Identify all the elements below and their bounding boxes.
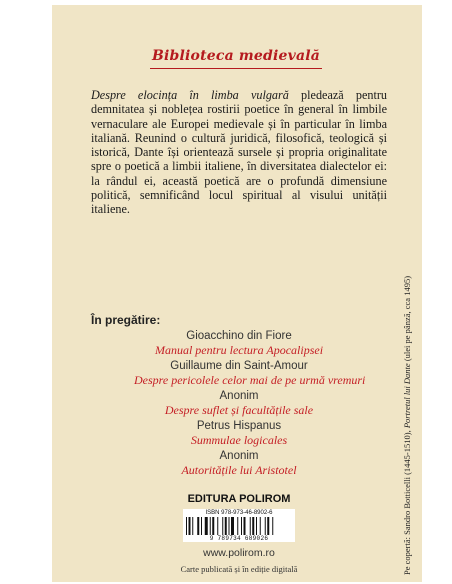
publisher-name: EDITURA POLIROM xyxy=(187,493,291,505)
barcode-digits: 9 789734 689026 xyxy=(209,535,269,542)
upcoming-title: Despre pericolele celor mai de pe urmă vremuri xyxy=(134,373,366,387)
credit-work: Portretul lui Dante xyxy=(402,363,412,429)
upcoming-title: Manual pentru lectura Apocalipsei xyxy=(154,343,324,357)
isbn-barcode xyxy=(183,509,295,542)
upcoming-title: Summulae logicales xyxy=(190,433,288,447)
upcoming-title: Despre suflet și facultățile sale xyxy=(164,403,314,417)
upcoming-item xyxy=(134,389,344,419)
credit-suffix: (ulei pe pânză, cca 1495) xyxy=(402,275,412,364)
upcoming-item xyxy=(134,449,344,479)
digital-edition-note: Carte publicată și în ediție digitală xyxy=(180,564,298,574)
upcoming-author: Anonim xyxy=(219,450,259,462)
isbn-number: ISBN 978-973-46-8902-6 xyxy=(205,510,273,516)
cover-credit xyxy=(402,276,412,575)
barcode-bars xyxy=(186,517,292,535)
upcoming-list xyxy=(134,329,366,479)
book-description xyxy=(91,88,387,217)
credit-prefix: Pe copertă: Sandro Botticelli (1445-1510), xyxy=(402,428,412,575)
upcoming-item xyxy=(134,419,344,449)
description-text: pledează pentru demnitatea și noblețea rostirii poetice în general în limbile vernaculare ale Europei medievale și în particular în limba italiană. Reunind o cultură juridică, filosofică, teologică și istorică, Dante își orientează sursele și propria originalitate spre o poetică a limbii italiene, în diversitatea dialectelor ei: la rândul ei, această poetică are o profundă dimensiune politică, semnificând locul spiritual al visului unității italiene. xyxy=(91,88,387,217)
description-work-title: Despre elocința în limba vulgară xyxy=(91,88,289,102)
series-underline xyxy=(150,68,322,69)
upcoming-author: Petrus Hispanus xyxy=(196,420,282,432)
upcoming-author: Guillaume din Saint-Amour xyxy=(170,360,308,372)
upcoming-heading: În pregătire: xyxy=(91,313,161,327)
upcoming-author: Anonim xyxy=(219,390,259,402)
upcoming-item xyxy=(134,359,366,389)
upcoming-title: Autoritățile lui Aristotel xyxy=(181,463,297,477)
upcoming-author: Gioacchino din Fiore xyxy=(186,330,292,342)
publisher-website: www.polirom.ro xyxy=(203,547,275,559)
series-title: Biblioteca medievală xyxy=(151,48,321,64)
upcoming-item xyxy=(134,329,344,359)
